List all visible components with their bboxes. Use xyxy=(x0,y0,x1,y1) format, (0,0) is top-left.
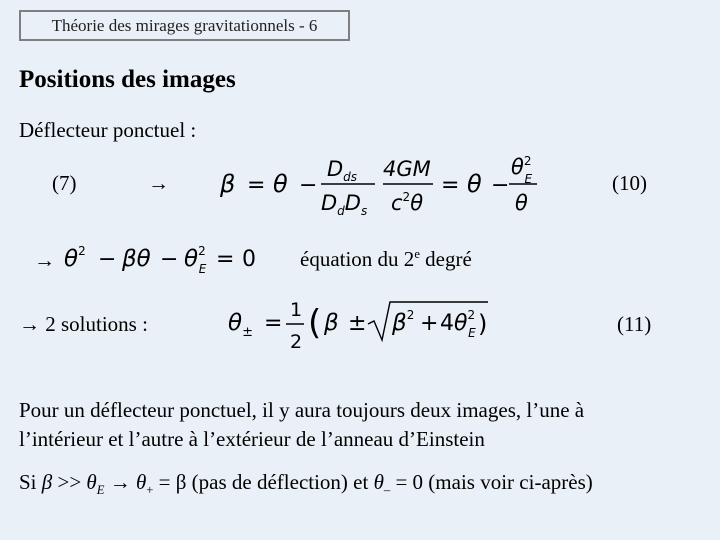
slide-header: Théorie des mirages gravitationnels - 6 xyxy=(19,10,350,41)
svg-text:θ2E: $\theta^2$ E xyxy=(184,244,207,276)
eq-Dds: $D_{ds}$ xyxy=(327,157,358,184)
svg-text:): ) xyxy=(478,310,488,338)
eq-theta-2: θ xyxy=(467,170,482,198)
svg-text:+: + xyxy=(420,311,439,336)
svg-text:1: 1 xyxy=(290,299,303,321)
eq-minus-1: − xyxy=(299,173,318,198)
eq-ref-10: (10) xyxy=(612,171,647,195)
eq-equals-2: = xyxy=(441,173,460,198)
eq-beta: β xyxy=(220,170,236,198)
paragraph-line-2: l’intérieur et l’autre à l’extérieur de l’anneau d’Einstein xyxy=(19,427,485,451)
svg-text:=: = xyxy=(264,311,283,336)
solutions-label: → 2 solutions : xyxy=(19,312,148,336)
arrow-icon-2: → xyxy=(34,248,55,272)
eq-minus-2: − xyxy=(491,173,510,198)
svg-text:±: ± xyxy=(348,311,367,336)
eq-4GM: 4GM xyxy=(383,157,431,181)
paragraph-line-1: Pour un déflecteur ponctuel, il y aura toujours deux images, l’une à xyxy=(19,398,585,422)
svg-text:(: ( xyxy=(308,303,322,343)
eq-c2theta: $c^2\theta$ xyxy=(391,190,424,215)
solutions-equation xyxy=(224,294,494,358)
svg-text:θ2: $\theta^2$ xyxy=(64,244,86,272)
intro-text: Déflecteur ponctuel : xyxy=(19,118,197,142)
quadratic-equation xyxy=(60,234,270,280)
svg-text:−: − xyxy=(98,247,117,272)
eq-equals-1: = xyxy=(247,173,266,198)
svg-text:−: − xyxy=(160,247,179,272)
svg-text:β2: $\beta^2$ xyxy=(392,308,415,336)
arrow-icon: → xyxy=(148,171,169,195)
quadratic-note: équation du 2e degré xyxy=(300,247,472,271)
eq-thetaE2: $\theta^2$ E xyxy=(511,154,533,186)
deflection-equation xyxy=(215,148,545,220)
svg-text:β: β xyxy=(324,310,339,336)
slide-title: Positions des images xyxy=(19,66,236,93)
svg-text:=: = xyxy=(216,247,235,272)
eq-DdDs: $D_dD_s$ xyxy=(321,191,368,218)
eq-label-7: (7) xyxy=(52,171,77,195)
eq-theta-den: θ xyxy=(515,191,528,215)
svg-text:4θ2E: $4\theta^2$ E xyxy=(440,308,476,340)
svg-text:θ±: $\theta_\pm$ xyxy=(228,310,253,340)
eq-ref-11: (11) xyxy=(617,312,652,336)
bottom-statement: Si $\beta >> \theta_E \to \theta_+ = \beta$ (pas de déflection) et $\theta_- = 0$ (mais voir ci-après) xyxy=(19,470,593,498)
svg-text:2: 2 xyxy=(290,331,303,353)
svg-text:0: 0 xyxy=(242,247,256,272)
eq-theta: θ xyxy=(273,170,288,198)
svg-text:βθ: βθ xyxy=(122,246,151,272)
